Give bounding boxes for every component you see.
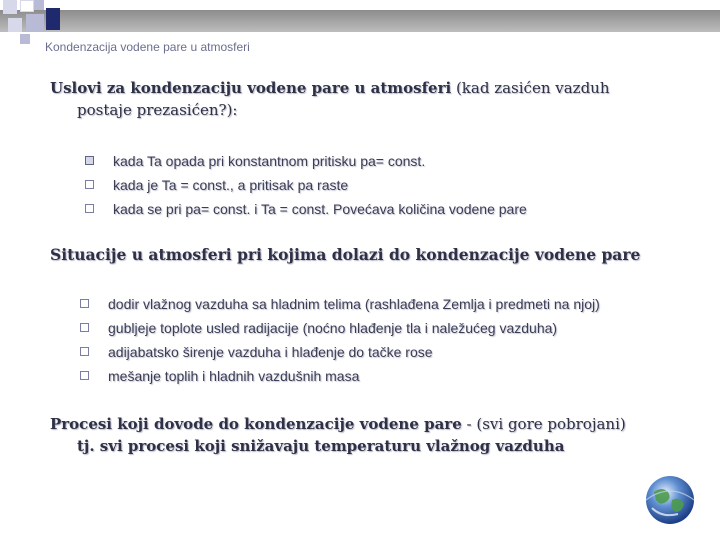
section1-heading bbox=[50, 77, 690, 121]
square-bullet-icon bbox=[85, 204, 94, 213]
square-bullet-icon bbox=[80, 371, 89, 380]
square-bullet-icon bbox=[80, 323, 89, 332]
decorative-squares bbox=[0, 0, 60, 45]
list-item-text: adijabatsko širenje vazduha i hlađenje do tačke rose bbox=[108, 344, 433, 360]
square-bullet-icon bbox=[80, 347, 89, 356]
list-item bbox=[85, 150, 527, 174]
globe-icon bbox=[640, 470, 700, 530]
list-item-text: dodir vlažnog vazduha sa hladnim telima (rashlađena Zemlja i predmeti na njoj) bbox=[108, 296, 600, 312]
square-bullet-icon bbox=[85, 156, 94, 165]
section3-line2: tj. svi procesi koji snižavaju temperaturu vlažnog vazduha bbox=[77, 437, 565, 455]
section3-heading-bold: Procesi koji dovode do kondenzacije vodene pare bbox=[50, 415, 462, 433]
section3-heading-rest: - (svi gore pobrojani) bbox=[461, 415, 626, 433]
list-item bbox=[85, 198, 527, 222]
list-item-text: kada Ta opada pri konstantnom pritisku pa= const. bbox=[113, 153, 426, 169]
header-bar bbox=[0, 10, 720, 32]
section1-heading-bold: Uslovi za kondenzaciju vodene pare u atmosferi bbox=[50, 79, 452, 97]
list-item bbox=[80, 365, 600, 389]
list-item bbox=[80, 341, 600, 365]
section1-heading-rest: (kad zasićen vazduh bbox=[451, 79, 610, 97]
section2-heading: Situacije u atmosferi pri kojima dolazi do kondenzacije vodene pare bbox=[50, 245, 641, 264]
section3-heading bbox=[50, 413, 690, 457]
list-item-text: mešanje toplih i hladnih vazdušnih masa bbox=[108, 368, 360, 384]
list-item-text: kada je Ta = const., a pritisak pa raste bbox=[113, 177, 349, 193]
list-item bbox=[85, 174, 527, 198]
square-bullet-icon bbox=[85, 180, 94, 189]
list-item-text: kada se pri pa= const. i Ta = const. Povećava količina vodene pare bbox=[113, 201, 527, 217]
list-item-text: gubljeje toplote usled radijacije (noćno hlađenje tla i naležućeg vazduha) bbox=[108, 320, 558, 336]
list-item bbox=[80, 293, 600, 317]
section1-heading-line2: postaje prezasićen?): bbox=[77, 101, 238, 119]
square-bullet-icon bbox=[80, 299, 89, 308]
slide-subtitle: Kondenzacija vodene pare u atmosferi bbox=[45, 40, 250, 54]
list-item bbox=[80, 317, 600, 341]
section2-list bbox=[80, 293, 600, 389]
section1-list bbox=[85, 150, 527, 222]
